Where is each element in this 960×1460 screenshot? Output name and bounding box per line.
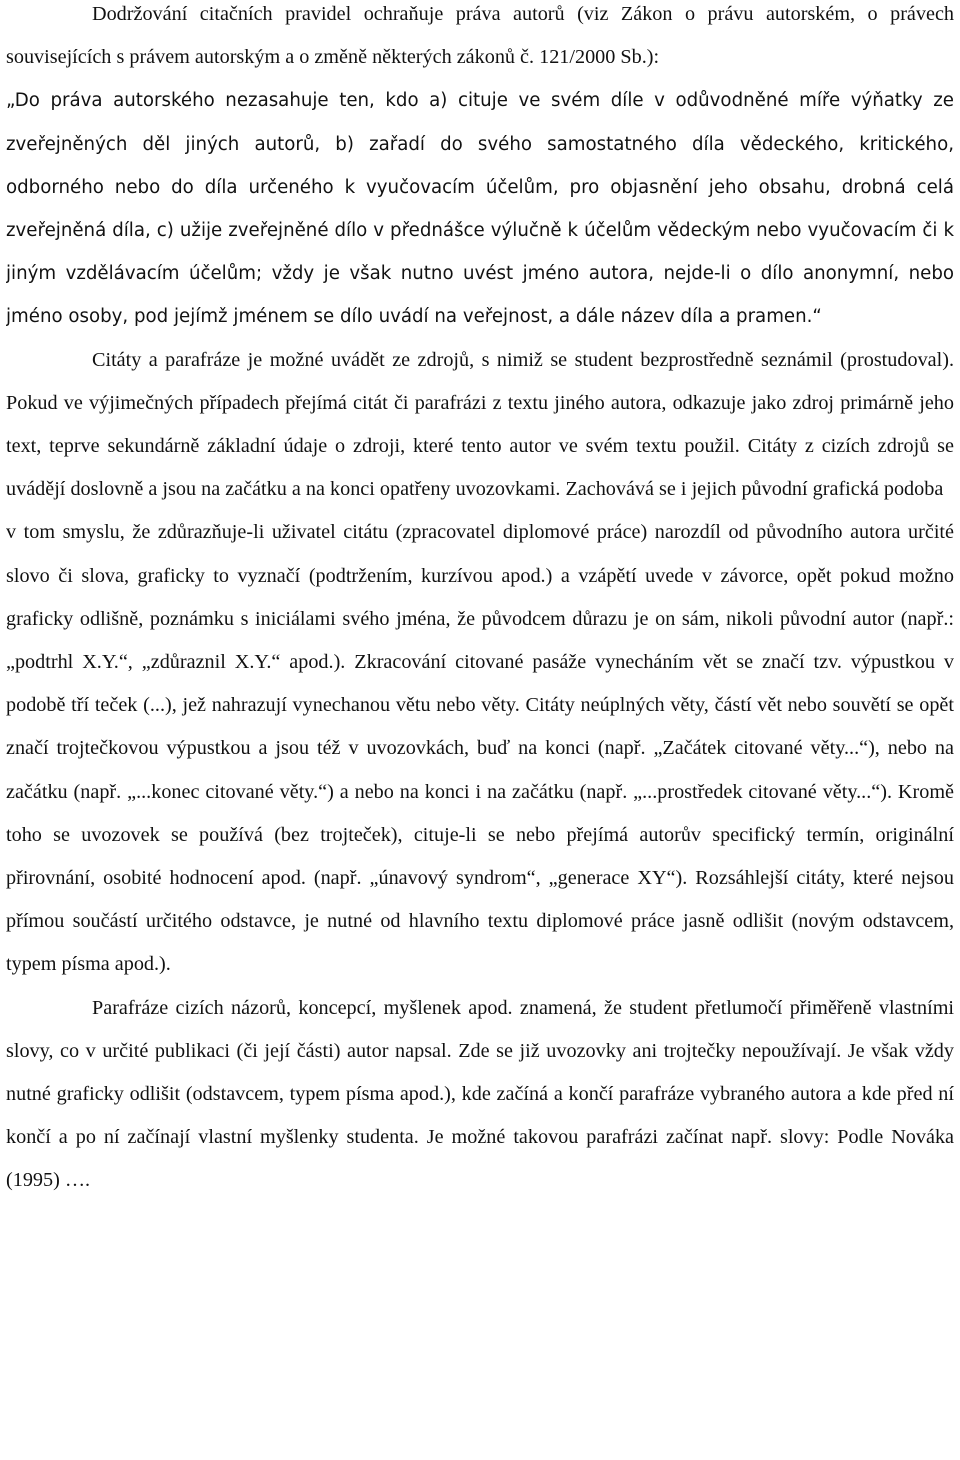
document-page — [6, 0, 954, 1460]
paragraph-paraphrase-definition: Parafráze cizích názorů, koncepcí, myšlenek apod. znamená, že student přetlumočí přiměřeně vlastními slovy, co v určité publikaci (či její části) autor napsal. Zde se již uvozovky ani trojtečky nepoužívají. Je však vždy nutné graficky odlišit (odstavcem, typem písma apod.), kde začíná a končí parafráze vybraného autora a kde před ní končí a po ní začínají vlastní myšlenky studenta. Je možné takovou parafrázi začínat např. slovy: Podle Nováka (1995) …. — [6, 996, 954, 1192]
paragraph-emphasis-and-ellipsis: v tom smyslu, že zdůrazňuje-li uživatel citátu (zpracovatel diplomové práce) narozdíl od původního autora určité slovo či slova, graficky to vyznačí (podtržením, kurzívou apod.) a vzápětí uvede v závorce, opět pokud možno graficky odlišně, poznámku s iniciálami svého jména, že původcem důrazu je on sám, nikoli původní autor (např.: „podtrhl X.Y.“, „zdůraznil X.Y.“ apod.). Zkracování citované pasáže vynecháním vět se značí tzv. výpustkou v podobě tří teček (...), jež nahrazují vynechanou větu nebo věty. Citáty neúplných věty, částí vět nebo souvětí se opět značí trojtečkovou výpustkou a jsou též v uvozovkách, buď na konci (např. „Začátek citované věty...“), nebo na začátku (např. „...konec citované věty.“) a nebo na konci i na začátku (např. „...prostředek citované věty...“). Kromě toho se uvozovek se používá (bez trojteček), cituje-li se nebo přejímá autorův specifický termín, originální přirovnání, osobité hodnocení apod. (např. „únavový syndrom“, „generace XY“). Rozsáhlejší citáty, které nejsou přímou součástí určitého odstavce, je nutné od hlavního textu diplomové práce jasně odlišit (novým odstavcem, typem písma apod.). — [6, 521, 954, 976]
paragraph-law-quote: „Do práva autorského nezasahuje ten, kdo a) cituje ve svém díle v odůvodněné míře výňatky ze zveřejněných děl jiných autorů, b) zařadí do svého samostatného díla vědeckého, kritického, odborného nebo do díla určeného k vyučovacím účelům, pro objasnění jeho obsahu, drobná celá zveřejněná díla, c) užije zveřejněné dílo v přednášce výlučně k účelům vědeckým nebo vyučovacím či k jiným vzdělávacím účelům; vždy je však nutno uvést jméno autora, nejde-li o dílo anonymní, nebo jméno osoby, pod jejímž jménem se dílo uvádí na veřejnost, a dále název díla a pramen.“ — [6, 90, 954, 328]
paragraph-law-citation: Dodržování citačních pravidel ochraňuje práva autorů (viz Zákon o právu autorském, o právech souvisejících s právem autorským a o změně některých zákonů č. 121/2000 Sb.): — [6, 3, 954, 69]
paragraph-quotes-and-paraphrases: Citáty a parafráze je možné uvádět ze zdrojů, s nimiž se student bezprostředně seznámil (prostudoval). Pokud ve výjimečných případech přejímá citát či parafrázi z textu jiného autora, odkazuje jako zdroj primárně jeho text, teprve sekundárně základní údaje o zdroji, které tento autor ve svém textu použil. Citáty z cizích zdrojů se uvádějí doslovně a jsou na začátku a na konci opatřeny uvozovkami. Zachovává se i jejich původní grafická podoba — [6, 348, 954, 501]
